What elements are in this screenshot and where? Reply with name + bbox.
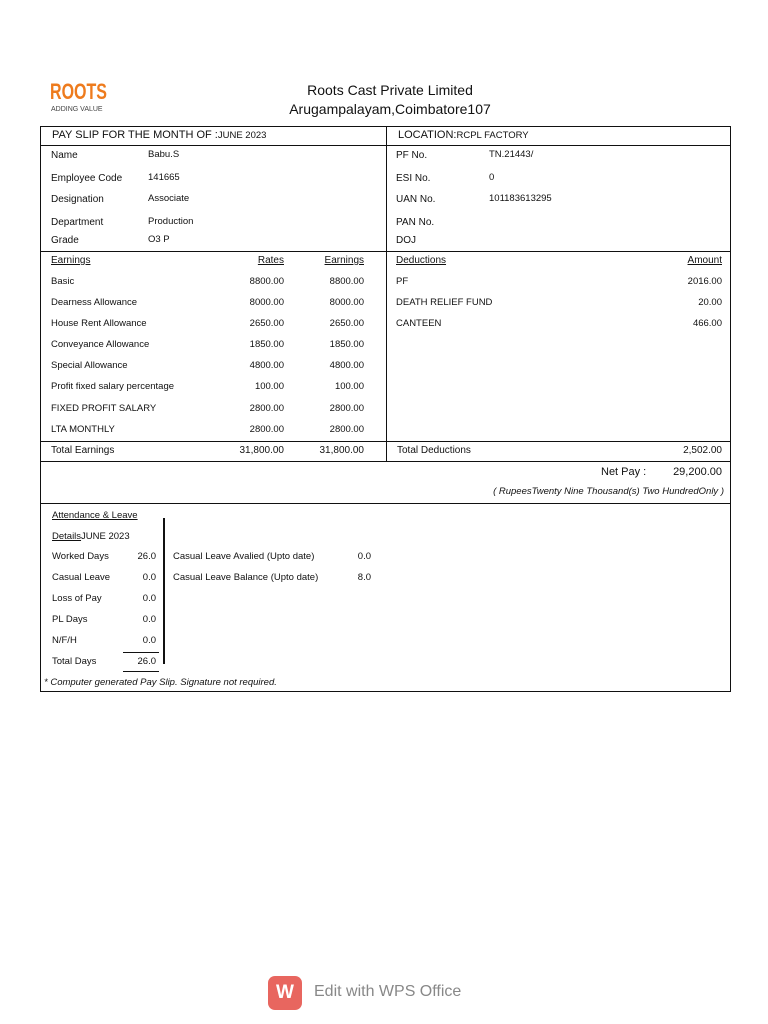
earning-name: Dearness Allowance — [51, 297, 138, 308]
value-name: Babu.S — [148, 149, 180, 160]
deduction-name: DEATH RELIEF FUND — [396, 297, 493, 308]
earning-rate: 2800.00 — [249, 424, 284, 435]
attendance-value: 0.0 — [142, 572, 156, 583]
total-earnings-label: Total Earnings — [51, 445, 115, 456]
center-divider — [386, 126, 387, 462]
attendance-divider — [163, 518, 165, 664]
earning-name: Conveyance Allowance — [51, 339, 150, 350]
label-department: Department — [51, 217, 104, 228]
earning-rate: 2800.00 — [249, 403, 284, 414]
earning-amount: 8000.00 — [329, 297, 364, 308]
amount-header: Amount — [687, 255, 722, 266]
earning-name: House Rent Allowance — [51, 318, 147, 329]
total-earnings: 31,800.00 — [319, 445, 364, 456]
earning-name: LTA MONTHLY — [51, 424, 115, 435]
deduction-name: PF — [396, 276, 409, 287]
details-label: Details — [52, 531, 82, 542]
label-name: Name — [51, 150, 78, 161]
logo-tagline: ADDING VALUE — [51, 106, 103, 113]
svg-text:ROOTS: ROOTS — [50, 79, 107, 104]
net-pay-label: Net Pay : — [601, 466, 647, 478]
value-employee-code: 141665 — [148, 172, 180, 183]
net-pay-amount: 29,200.00 — [673, 466, 722, 478]
frame-right — [730, 126, 731, 692]
earning-rate: 1850.00 — [249, 339, 284, 350]
earning-amount: 2650.00 — [329, 318, 364, 329]
deductions-header: Deductions — [396, 255, 447, 266]
location — [398, 129, 529, 141]
attendance-label: Loss of Pay — [52, 593, 102, 604]
earning-name: Special Allowance — [51, 360, 128, 371]
earning-rate: 4800.00 — [249, 360, 284, 371]
footer-note: * Computer generated Pay Slip. Signature not required. — [44, 677, 277, 688]
location-label: LOCATION: — [398, 129, 457, 141]
details-divider — [40, 251, 731, 252]
earnings-amount-header: Earnings — [324, 255, 364, 266]
label-grade: Grade — [51, 235, 79, 246]
net-pay-words: ( RupeesTwenty Nine Thousand(s) Two HundredOnly ) — [493, 486, 724, 497]
total-days-line-top — [123, 652, 159, 653]
deduction-amount: 2016.00 — [687, 276, 722, 287]
frame-left — [40, 126, 41, 692]
value-grade: O3 P — [148, 234, 170, 245]
earning-name: Profit fixed salary percentage — [51, 381, 175, 392]
value-department: Production — [148, 216, 194, 227]
attendance-label: PL Days — [52, 614, 88, 625]
earning-rate: 8800.00 — [249, 276, 284, 287]
payslip-title — [52, 129, 266, 141]
company-address: Arugampalayam,Coimbatore107 — [289, 101, 491, 117]
attendance-label: Worked Days — [52, 551, 109, 562]
value-esi-no: 0 — [489, 172, 495, 183]
company-name: Roots Cast Private Limited — [307, 82, 473, 98]
net-pay-divider — [40, 503, 731, 504]
label-pan-no: PAN No. — [396, 217, 435, 228]
earning-amount: 1850.00 — [329, 339, 364, 350]
earning-rate: 100.00 — [254, 381, 284, 392]
value-pf-no: TN.21443/ — [489, 149, 534, 160]
leave-value: 0.0 — [357, 551, 371, 562]
roots-logo-icon — [50, 80, 107, 104]
attendance-label: Total Days — [52, 656, 97, 667]
wps-logo-icon: W — [268, 976, 302, 1010]
deduction-amount: 466.00 — [692, 318, 722, 329]
total-deductions: 2,502.00 — [683, 445, 722, 456]
wps-watermark-text: Edit with WPS Office — [314, 983, 462, 1000]
value-uan-no: 101183613295 — [489, 193, 552, 204]
label-esi-no: ESI No. — [396, 173, 431, 184]
total-rates: 31,800.00 — [239, 445, 284, 456]
total-deductions-label: Total Deductions — [397, 445, 471, 456]
attendance-value: 26.0 — [137, 656, 156, 667]
attendance-label: Casual Leave — [52, 572, 111, 583]
attendance-value: 0.0 — [142, 593, 156, 604]
attendance-details — [52, 531, 130, 542]
label-pf-no: PF No. — [396, 150, 428, 161]
label-designation: Designation — [51, 194, 104, 205]
earning-name: FIXED PROFIT SALARY — [51, 403, 157, 414]
totals-bottom-line — [40, 461, 731, 462]
earning-amount: 4800.00 — [329, 360, 364, 371]
earning-rate: 8000.00 — [249, 297, 284, 308]
value-designation: Associate — [148, 193, 190, 204]
leave-label: Casual Leave Balance (Upto date) — [173, 572, 319, 583]
frame-bottom — [40, 691, 731, 692]
leave-value: 8.0 — [357, 572, 371, 583]
totals-top-line — [40, 441, 731, 442]
label-doj: DOJ — [396, 235, 416, 246]
attendance-value: 0.0 — [142, 614, 156, 625]
leave-label: Casual Leave Avalied (Upto date) — [173, 551, 315, 562]
deduction-amount: 20.00 — [698, 297, 722, 308]
label-employee-code: Employee Code — [51, 173, 123, 184]
attendance-value: 26.0 — [137, 551, 156, 562]
attendance-value: 0.0 — [142, 635, 156, 646]
earning-amount: 8800.00 — [329, 276, 364, 287]
earning-name: Basic — [51, 276, 75, 287]
earning-amount: 2800.00 — [329, 403, 364, 414]
earnings-header: Earnings — [51, 255, 91, 266]
earning-rate: 2650.00 — [249, 318, 284, 329]
wps-watermark[interactable] — [268, 976, 504, 1010]
earning-amount: 100.00 — [334, 381, 364, 392]
deduction-name: CANTEEN — [396, 318, 442, 329]
location-value: RCPL FACTORY — [456, 130, 529, 141]
payslip-title-label: PAY SLIP FOR THE MONTH OF : — [52, 129, 218, 141]
total-days-line-bottom — [123, 671, 159, 672]
earning-amount: 2800.00 — [329, 424, 364, 435]
rates-header: Rates — [257, 255, 284, 266]
attendance-title: Attendance & Leave — [52, 510, 138, 521]
label-uan-no: UAN No. — [396, 194, 436, 205]
payslip-month: JUNE 2023 — [217, 130, 267, 141]
attendance-label: N/F/H — [52, 635, 77, 646]
details-month: JUNE 2023 — [81, 531, 130, 542]
